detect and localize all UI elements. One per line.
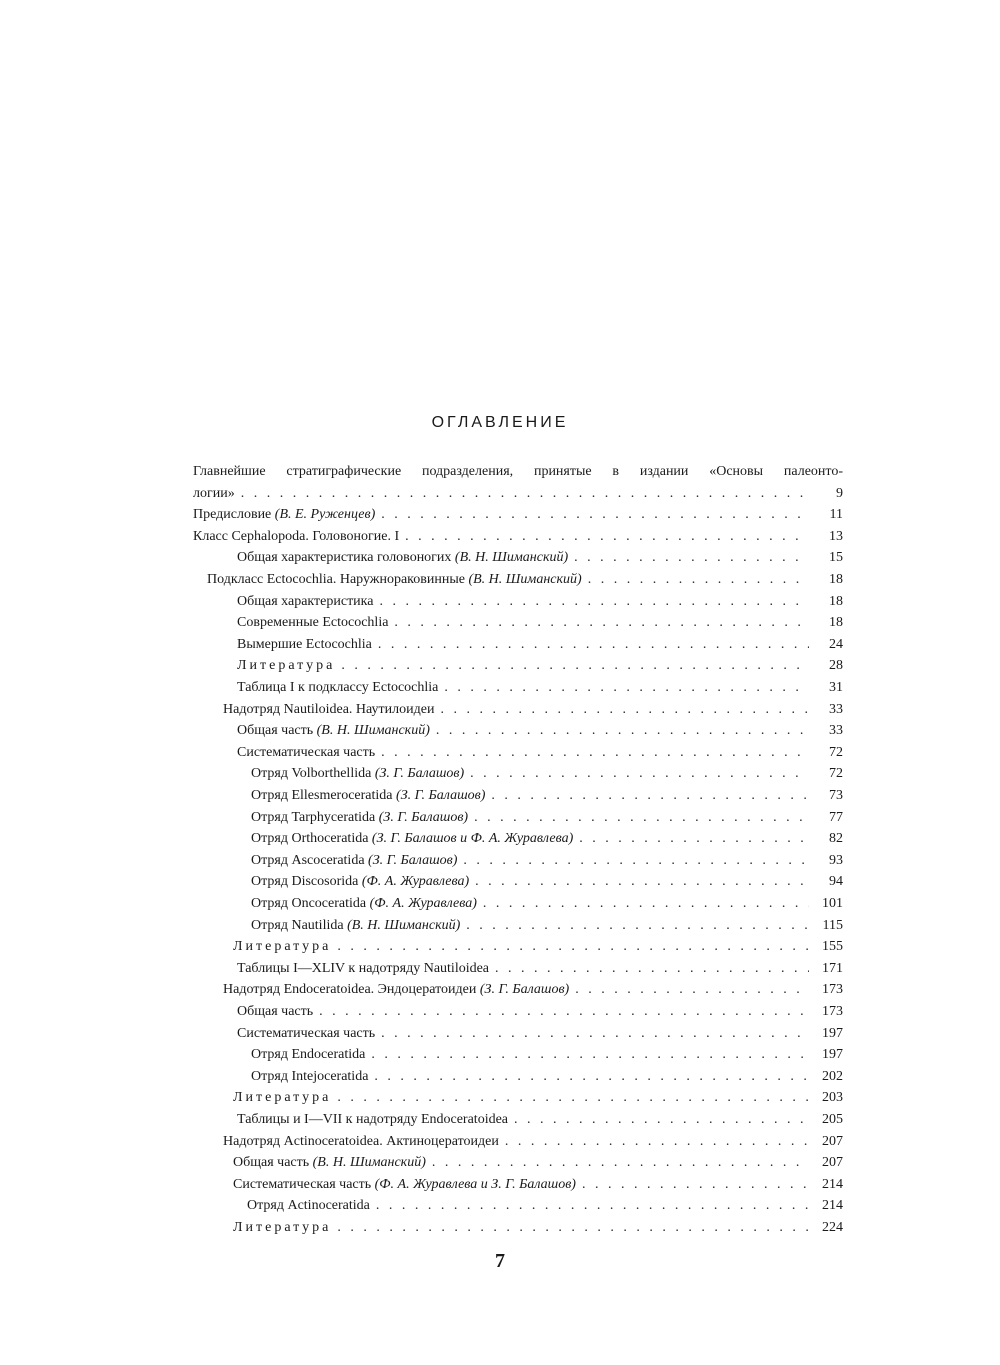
toc-entry-author: (В. Н. Шиманский)	[454, 550, 569, 566]
dot-leader	[495, 959, 809, 979]
toc-entry-author: (З. Г. Балашов)	[374, 766, 465, 782]
toc-entry-title: Таблицы I—XLIV к надотряду Nautiloidea	[237, 960, 490, 976]
toc-entry-page: 224	[822, 1220, 843, 1235]
toc-entry[interactable]	[193, 505, 843, 526]
toc-entry[interactable]	[237, 635, 843, 656]
dot-leader	[374, 1067, 809, 1087]
toc-entry[interactable]	[233, 1153, 843, 1174]
toc-entry[interactable]	[237, 548, 843, 569]
toc-entry[interactable]	[251, 1067, 843, 1088]
toc-entry-title: Общая часть (В. Н. Шиманский)	[233, 1155, 426, 1171]
toc-entry-title: Общая часть (В. Н. Шиманский)	[237, 723, 430, 739]
toc-entry-page: 101	[822, 896, 843, 911]
toc-entry-title: Отряд Discosorida (Ф. А. Журавлева)	[251, 874, 470, 890]
toc-entry[interactable]	[251, 786, 843, 807]
dot-leader	[241, 484, 809, 504]
toc-entry-page: 72	[829, 766, 843, 782]
toc-entry-author: (В. Н. Шиманский)	[312, 1155, 426, 1171]
toc-entry[interactable]	[237, 1110, 843, 1131]
toc-entry-author: (В. Н. Шиманский)	[347, 917, 461, 933]
dot-leader	[440, 700, 809, 720]
toc-entry-page: 11	[829, 507, 843, 523]
dot-leader	[466, 916, 809, 936]
toc-entry-page: 72	[829, 744, 843, 760]
dot-leader	[381, 743, 809, 763]
dot-leader	[405, 527, 809, 547]
dot-leader	[381, 1024, 809, 1044]
toc-entry-title: Отряд Ellesmeroceratida (З. Г. Балашов)	[251, 788, 486, 803]
toc-entry-page: 202	[822, 1068, 843, 1084]
dot-leader	[475, 872, 809, 892]
toc-entry[interactable]	[233, 937, 843, 958]
toc-entry[interactable]	[223, 1132, 843, 1153]
toc-entry-page: 28	[829, 658, 843, 674]
dot-leader	[379, 592, 809, 612]
toc-entry-author: (З. Г. Балашов)	[396, 788, 486, 803]
toc-entry-page: 82	[829, 831, 843, 847]
dot-leader	[381, 505, 809, 525]
toc-entry-title: Отряд Orthoceratida (З. Г. Балашов и Ф. А. Журавлева)	[251, 831, 574, 847]
toc-entry-title: Отряд Ascoceratida (З. Г. Балашов)	[251, 852, 458, 868]
toc-entry-page: 18	[829, 593, 843, 609]
toc-entry[interactable]	[237, 592, 843, 613]
toc-entry[interactable]	[237, 1002, 843, 1023]
toc-entry-page: 207	[822, 1133, 843, 1149]
toc-entry-page: 18	[829, 572, 843, 587]
toc-entry-title: Систематическая часть	[237, 744, 376, 760]
toc-entry-author: (З. Г. Балашов)	[479, 982, 570, 998]
dot-leader	[505, 1132, 809, 1152]
dot-leader	[588, 570, 809, 590]
toc-entry-page: 214	[822, 1176, 843, 1192]
dot-leader	[470, 764, 809, 784]
toc-entry-page: 173	[822, 1004, 843, 1019]
toc-entry-title: Литература	[233, 1220, 332, 1235]
toc-entry[interactable]	[251, 872, 843, 893]
dot-leader	[394, 613, 809, 633]
toc-entry-title: Общая часть	[237, 1004, 314, 1019]
toc-entry-page: 18	[829, 615, 843, 631]
toc-entry[interactable]	[247, 1196, 843, 1217]
toc-entry-title: Отряд Actinoceratida	[247, 1198, 370, 1214]
dot-leader	[582, 1175, 809, 1195]
toc-entry-page: 115	[822, 917, 843, 933]
toc-entry-title: Отряд Endoceratida	[251, 1047, 366, 1063]
dot-leader	[337, 1088, 809, 1108]
toc-entry-page: 203	[822, 1090, 843, 1106]
toc-entry-page: 171	[822, 960, 843, 976]
toc-entry-title: Отряд Nautilida (В. Н. Шиманский)	[251, 917, 461, 933]
toc-entry-title: Систематическая часть (Ф. А. Журавлева и З. Г. Балашов)	[233, 1176, 576, 1192]
dot-leader	[337, 937, 809, 957]
toc-entry-title: Надотряд Endoceratoidea. Эндоцератоидеи (З. Г. Балашов)	[223, 982, 570, 998]
toc-entry-title: Таблицы и I—VII к надотряду Endoceratoidea	[237, 1112, 509, 1127]
toc-entry-page: 207	[822, 1155, 843, 1171]
dot-leader	[514, 1110, 809, 1130]
toc-entry-title: Надотряд Actinoceratoidea. Актиноцератоидеи	[223, 1133, 499, 1149]
toc-entry-page: 24	[829, 636, 843, 652]
dot-leader	[319, 1002, 809, 1022]
toc-entry-page: 33	[829, 723, 843, 739]
dot-leader	[337, 1218, 809, 1238]
toc-entry[interactable]	[207, 570, 843, 591]
toc-entry-author: (Ф. А. Журавлева и З. Г. Балашов)	[374, 1176, 576, 1192]
dot-leader	[341, 656, 809, 676]
toc-entry[interactable]	[251, 851, 843, 872]
dot-leader	[376, 1196, 809, 1216]
toc-entry-title: Отряд Intejoceratida	[251, 1068, 369, 1084]
dot-leader	[436, 721, 809, 741]
page-number: 7	[495, 1250, 505, 1272]
toc-entry[interactable]	[233, 1175, 843, 1196]
dot-leader	[371, 1045, 809, 1065]
toc-entry-title: Таблица I к подклассу Ectocochlia	[237, 680, 439, 695]
dot-leader	[432, 1153, 809, 1173]
toc-entry[interactable]	[237, 656, 843, 677]
toc-entry-page: 13	[829, 528, 843, 544]
toc-entry-title: Общая характеристика головоногих (В. Н. Шиманский)	[237, 550, 569, 566]
toc-entry-author: (З. Г. Балашов и Ф. А. Журавлева)	[371, 831, 574, 847]
toc-entry-author: (В. Е. Руженцев)	[274, 507, 376, 523]
toc-entry[interactable]	[237, 678, 843, 699]
toc-entry-title: Литература	[237, 658, 336, 674]
toc-entry[interactable]	[251, 764, 843, 785]
dot-leader	[574, 548, 809, 568]
toc-entry[interactable]	[193, 527, 843, 548]
toc-entry-title: Общая характеристика	[237, 593, 374, 609]
toc-entry-title: Современные Ectocochlia	[237, 615, 389, 631]
dot-leader	[378, 635, 809, 655]
toc-entry-page: 73	[829, 788, 843, 803]
dot-leader	[575, 980, 809, 1000]
toc-entry-author: (З. Г. Балашов)	[368, 852, 458, 868]
toc-entry-page: 93	[829, 852, 843, 868]
toc-entry-title: Литература	[233, 1090, 332, 1106]
toc-entry-title: Отряд Oncoceratida (Ф. А. Журавлева)	[251, 896, 477, 911]
dot-leader	[444, 678, 809, 698]
toc-entry[interactable]	[237, 721, 843, 742]
toc-entry[interactable]	[251, 916, 843, 937]
dot-leader	[579, 829, 809, 849]
dot-leader	[483, 894, 809, 914]
toc-entry[interactable]	[193, 484, 843, 505]
toc-entry[interactable]	[237, 743, 843, 764]
toc-entry[interactable]	[251, 808, 843, 829]
toc-entry-title: Предисловие (В. Е. Руженцев)	[193, 507, 376, 523]
toc-entry-title: Надотряд Nautiloidea. Наутилоидеи	[223, 701, 435, 717]
toc-entry-title: Отряд Volborthellida (З. Г. Балашов)	[251, 766, 465, 782]
toc-entry-author: (В. Н. Шиманский)	[316, 723, 430, 739]
toc-entry-title: Литература	[233, 939, 332, 955]
toc-entry-page: 155	[822, 939, 843, 955]
toc-entry-page: 31	[829, 680, 843, 695]
toc-entry-page: 9	[836, 485, 843, 501]
toc-entry[interactable]	[237, 613, 843, 634]
toc-entry-title: Класс Cephalopoda. Головоногие. I	[193, 528, 400, 544]
toc-entry[interactable]	[237, 1024, 843, 1045]
toc-entry-page: 197	[822, 1047, 843, 1063]
toc-entry[interactable]	[233, 1088, 843, 1109]
dot-leader	[463, 851, 809, 871]
toc-entry[interactable]	[251, 1045, 843, 1066]
toc-entry-page: 15	[829, 550, 843, 566]
toc-entry-page: 214	[822, 1198, 843, 1214]
toc-heading: ОГЛАВЛЕНИЕ	[431, 414, 569, 431]
toc-entry[interactable]	[223, 700, 843, 721]
toc-entry-page: 33	[829, 701, 843, 717]
toc-entry-page: 197	[822, 1025, 843, 1041]
toc-entry[interactable]	[237, 959, 843, 980]
toc-entry-page: 94	[829, 874, 843, 890]
toc-entry[interactable]	[251, 829, 843, 850]
toc-entry-author: (З. Г. Балашов)	[378, 809, 469, 825]
toc-entry-title: Отряд Tarphyceratida (З. Г. Балашов)	[251, 809, 469, 825]
toc-entry-author: (Ф. А. Журавлева)	[361, 874, 470, 890]
toc-entry-author: (Ф. А. Журавлева)	[369, 896, 477, 911]
dot-leader	[474, 808, 809, 828]
toc-entry-title: Систематическая часть	[237, 1025, 376, 1041]
toc-entry[interactable]	[233, 1218, 843, 1239]
toc-entry-first-line: Главнейшие стратиграфические подразделения, принятые в издании «Основы палеонто-	[193, 464, 843, 479]
toc-entry-page: 173	[822, 982, 843, 998]
toc-entry-title: логии»	[193, 485, 235, 501]
toc-entry[interactable]	[223, 980, 843, 1001]
toc-entry-page: 205	[822, 1112, 843, 1127]
toc-entry-title: Подкласс Ectocochlia. Наружнораковинные (В. Н. Шиманский)	[207, 572, 582, 587]
toc-entry-author: (В. Н. Шиманский)	[468, 572, 582, 587]
dot-leader	[491, 786, 809, 806]
toc-entry-title: Вымершие Ectocochlia	[237, 636, 372, 652]
toc-entry-page: 77	[829, 809, 843, 825]
toc-entry[interactable]	[251, 894, 843, 915]
